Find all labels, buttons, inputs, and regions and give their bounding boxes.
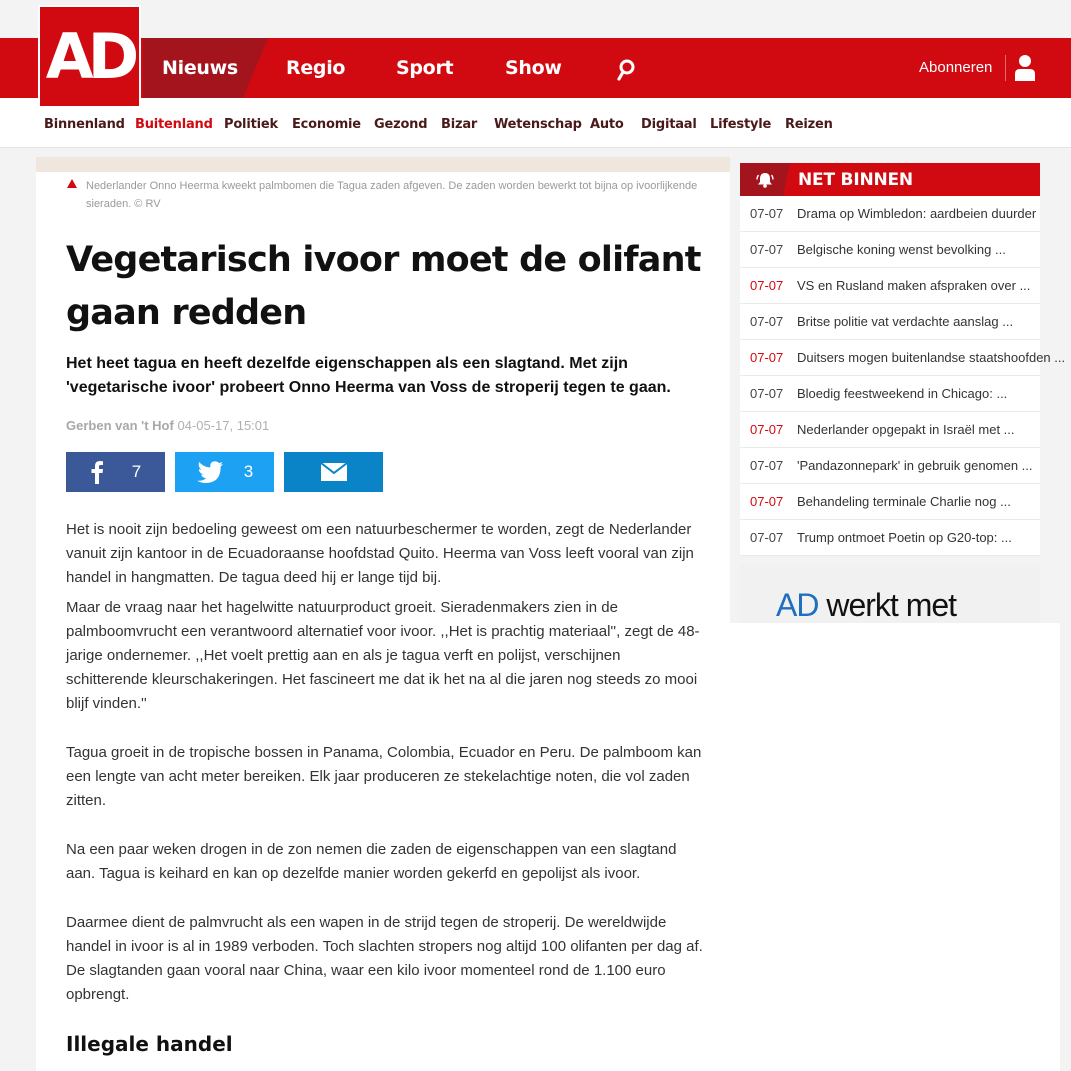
item-title: Behandeling terminale Charlie nog ... (797, 494, 1011, 509)
item-title: VS en Rusland maken afspraken over ... (797, 278, 1031, 293)
net-binnen-icon-box (740, 163, 790, 196)
item-date: 07-07 (750, 242, 784, 257)
article-intro: Het heet tagua en heeft dezelfde eigenschappen als een slagtand. Met zijn 'vegetarische ivoor' probeert Onno Heerma van Voss de stroperij tegen te gaan. (66, 355, 671, 396)
subnav-wetenschap[interactable]: Wetenschap (494, 117, 582, 132)
ad-brand: AD (776, 587, 819, 623)
item-date: 07-07 (750, 458, 784, 473)
subscribe-link[interactable]: Abonneren (919, 59, 993, 76)
article-image (36, 157, 730, 172)
nav-sport[interactable]: Sport (396, 57, 454, 79)
page-overlay (730, 623, 1060, 1071)
ad-banner-text (776, 587, 956, 624)
list-item[interactable] (740, 412, 1040, 448)
email-share-button[interactable] (284, 452, 383, 492)
net-binnen-header[interactable] (740, 163, 1040, 196)
list-item[interactable] (740, 484, 1040, 520)
article-headline: Vegetarisch ivoor moet de olifant gaan redden (66, 240, 701, 333)
facebook-share-button[interactable] (66, 452, 165, 492)
user-icon[interactable] (1014, 54, 1036, 82)
list-item[interactable] (740, 340, 1066, 376)
list-item[interactable] (740, 232, 1040, 268)
subnav-buitenland[interactable]: Buitenland (135, 117, 213, 132)
nav-show[interactable]: Show (505, 57, 562, 79)
paragraph-1: Het is nooit zijn bedoeling geweest om een natuurbeschermer te worden, zegt de Nederlander vanuit zijn kantoor in de Ecuadoraanse hoofdstad Quito. Heerma van Voss leeft vooral van zijn handel in hangmatten. De tagua deed hij er lange tijd bij. (66, 521, 694, 586)
main-nav (0, 38, 1071, 98)
item-date: 07-07 (750, 530, 784, 545)
paragraph-2: Maar de vraag naar het hagelwitte natuurproduct groeit. Sieradenmakers zien in de palmboomvrucht een verantwoord alternatief voor ivoor. ,,Het is prachtig materiaal'', zegt de 48-jarige ondernemer. ,,Het voelt prettig aan en als je tagua verft en polijst, verschijnen schitterende kleurschakeringen. Het fascineert me dat ik het na al die jaren nog steeds zo mooi blijf vinden.'' (66, 599, 700, 712)
nav-nieuws[interactable]: Nieuws (162, 57, 238, 79)
article-subheading: Illegale handel (66, 1032, 233, 1056)
section-nav (0, 98, 1071, 148)
paragraph-5: Daarmee dient de palmvrucht als een wapen in de strijd tegen de stroperij. De wereldwijde handel in ivoor is al in 1989 verboden. Toch slachten stropers nog altijd 100 olifanten per dag af. De slagtanden gaan vooral naar China, waar een kilo ivoor momenteel rond de 1.100 euro opbrengt. (66, 914, 703, 1003)
mail-icon (321, 463, 347, 481)
item-date: 07-07 (750, 206, 784, 221)
item-title: Britse politie vat verdachte aanslag ... (797, 314, 1014, 329)
header-divider (1005, 55, 1006, 81)
item-date: 07-07 (750, 314, 784, 329)
item-title: Nederlander opgepakt in Israël met ... (797, 422, 1015, 437)
list-item[interactable] (740, 304, 1040, 340)
net-binnen-title: NET BINNEN (798, 170, 913, 190)
item-title: Duitsers mogen buitenlandse staatshoofden ... (797, 350, 1066, 365)
ad-tagline: werkt met (826, 587, 957, 623)
subnav-bizar[interactable]: Bizar (441, 117, 478, 132)
twitter-share-button[interactable] (175, 452, 274, 492)
facebook-icon (90, 460, 104, 484)
item-date: 07-07 (750, 386, 784, 401)
list-item[interactable] (740, 520, 1040, 556)
image-caption: Nederlander Onno Heerma kweekt palmbomen die Tagua zaden afgeven. De zaden worden bewerkt tot bijna op ivoorlijkende sieraden. © RV (86, 180, 698, 210)
subnav-auto[interactable]: Auto (590, 117, 624, 132)
caption-toggle-icon[interactable] (67, 179, 77, 188)
item-date: 07-07 (750, 350, 784, 365)
facebook-share-count: 7 (131, 462, 142, 481)
subnav-lifestyle[interactable]: Lifestyle (710, 117, 772, 132)
search-icon[interactable] (616, 59, 636, 81)
item-title: Bloedig feestweekend in Chicago: ... (797, 386, 1008, 401)
paragraph-4: Na een paar weken drogen in de zon nemen die zaden de eigenschappen van een slagtand aan. Tagua is keihard en kan op dezelfde manier worden gekerfd en gepolijst als ivoor. (66, 841, 677, 882)
logo-text: AD (45, 20, 134, 93)
author[interactable]: Gerben van 't Hof (66, 418, 174, 433)
net-binnen-list (740, 196, 1066, 556)
subnav-economie[interactable]: Economie (292, 117, 361, 132)
bell-icon (756, 172, 774, 188)
list-item[interactable] (740, 196, 1040, 232)
article (36, 157, 730, 1071)
item-title: Trump ontmoet Poetin op G20-top: ... (797, 530, 1012, 545)
paragraph-3: Tagua groeit in de tropische bossen in Panama, Colombia, Ecuador en Peru. De palmboom kan een lengte van acht meter bereiken. Elk jaar produceren ze stekelachtige noten, die vol zaden zitten. (66, 744, 702, 809)
item-date: 07-07 (750, 494, 784, 509)
item-title: Drama op Wimbledon: aardbeien duurder (797, 206, 1037, 221)
twitter-icon (196, 461, 224, 483)
advertisement-banner[interactable] (740, 565, 1040, 623)
subnav-digitaal[interactable]: Digitaal (641, 117, 697, 132)
item-date: 07-07 (750, 422, 784, 437)
list-item[interactable] (740, 268, 1040, 304)
item-title: Belgische koning wenst bevolking ... (797, 242, 1006, 257)
subnav-politiek[interactable]: Politiek (224, 117, 278, 132)
list-item[interactable] (740, 376, 1040, 412)
byline (66, 418, 269, 433)
item-title: 'Pandazonnepark' in gebruik genomen ... (797, 458, 1033, 473)
subnav-gezond[interactable]: Gezond (374, 117, 428, 132)
nav-regio[interactable]: Regio (286, 57, 346, 79)
subnav-binnenland[interactable]: Binnenland (44, 117, 125, 132)
publish-date: 04-05-17, 15:01 (177, 418, 270, 433)
twitter-share-count: 3 (243, 462, 254, 481)
ad-logo[interactable] (38, 5, 141, 108)
item-date: 07-07 (750, 278, 784, 293)
subnav-reizen[interactable]: Reizen (785, 117, 833, 132)
list-item[interactable] (740, 448, 1040, 484)
